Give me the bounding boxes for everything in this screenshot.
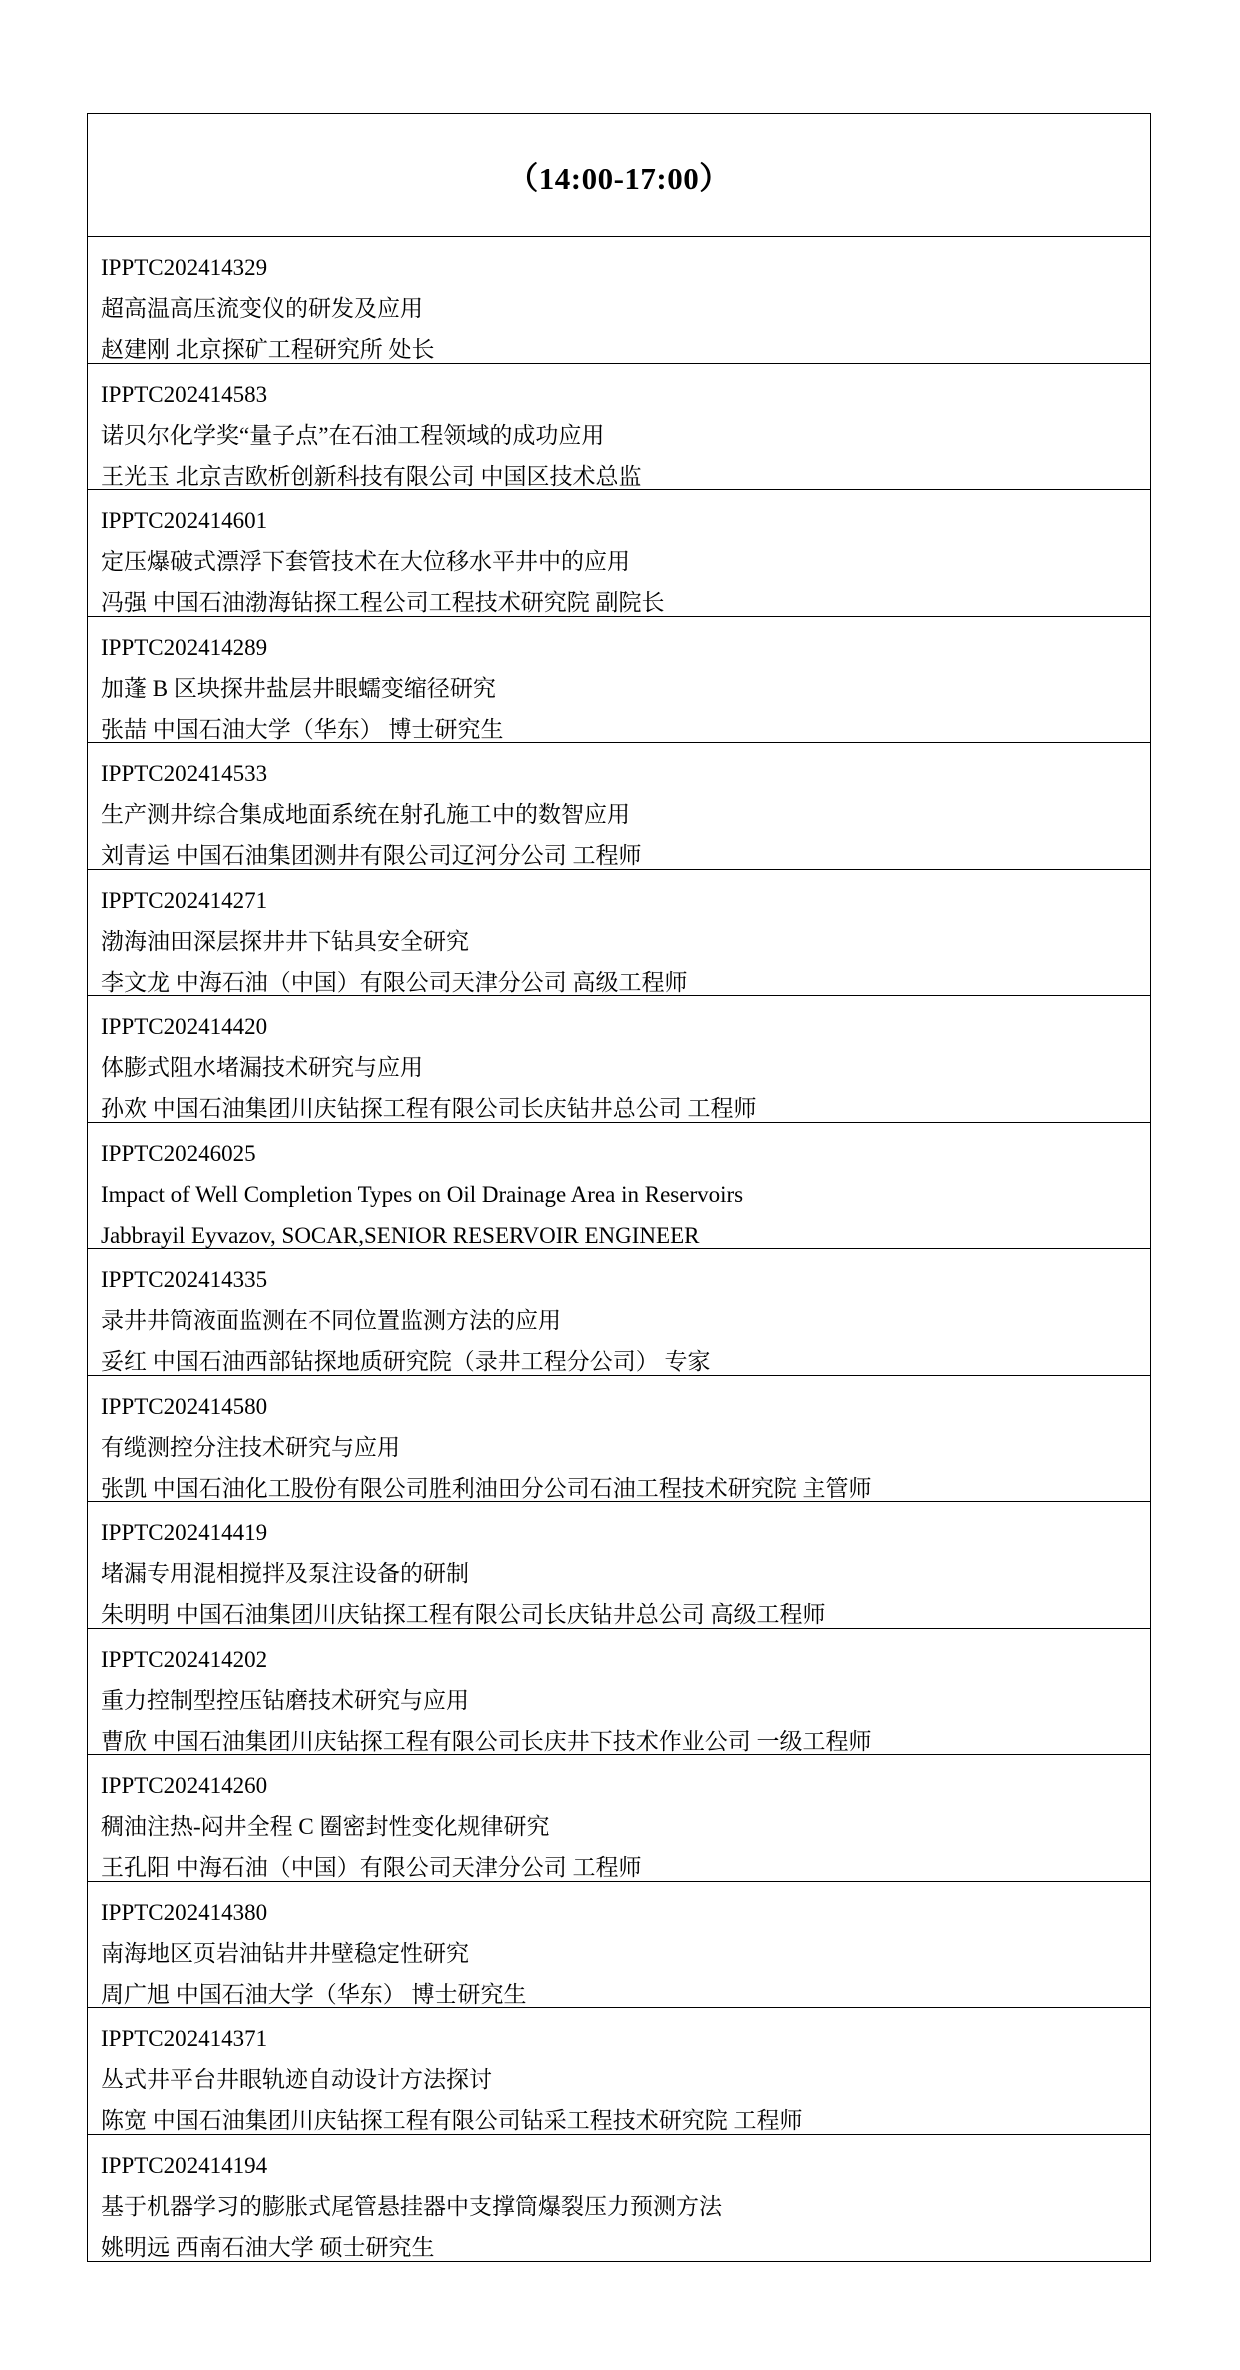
paper-author: 陈宽 中国石油集团川庆钻探工程有限公司钻采工程技术研究院 工程师	[101, 2108, 803, 2133]
paper-id: IPPTC202414380	[101, 1899, 268, 1925]
paper-id: IPPTC202414335	[101, 1267, 268, 1292]
paper-id: IPPTC202414371	[101, 2026, 268, 2051]
paper-title: 丛式井平台井眼轨迹自动设计方法探讨	[101, 2067, 492, 2092]
paper-id: IPPTC202414533	[101, 761, 268, 786]
paper-title: 加蓬 B 区块探井盐层井眼蠕变缩径研究	[101, 675, 496, 701]
paper-author: 王孔阳 中海石油（中国）有限公司天津分公司 工程师	[101, 1855, 642, 1880]
paper-title: 基于机器学习的膨胀式尾管悬挂器中支撑筒爆裂压力预测方法	[101, 2193, 722, 2219]
paper-author: Jabbrayil Eyvazov, SOCAR,SENIOR RESERVOIR ENGINEER	[101, 1222, 700, 1248]
paper-title: 录井井筒液面监测在不同位置监测方法的应用	[101, 1308, 561, 1333]
paper-id: IPPTC20246025	[101, 1140, 256, 1166]
paper-id: IPPTC202414202	[101, 1646, 268, 1672]
schedule-table	[87, 113, 1151, 2262]
paper-title: 渤海油田深层探井井下钻具安全研究	[101, 928, 469, 954]
paper-author: 妥红 中国石油西部钻探地质研究院（录井工程分公司） 专家	[101, 1349, 711, 1374]
paper-row	[88, 237, 1150, 364]
paper-row	[88, 1249, 1150, 1376]
paper-row	[88, 743, 1150, 870]
paper-row	[88, 1123, 1150, 1250]
paper-author: 孙欢 中国石油集团川庆钻探工程有限公司长庆钻井总公司 工程师	[101, 1096, 757, 1121]
paper-title: 堵漏专用混相搅拌及泵注设备的研制	[101, 1561, 469, 1586]
paper-row	[88, 364, 1150, 491]
paper-id: IPPTC202414583	[101, 381, 268, 407]
paper-list	[88, 237, 1150, 2261]
paper-row	[88, 2008, 1150, 2135]
paper-id: IPPTC202414194	[101, 2152, 268, 2178]
paper-author: 李文龙 中海石油（中国）有限公司天津分公司 高级工程师	[101, 969, 688, 995]
paper-author: 冯强 中国石油渤海钻探工程公司工程技术研究院 副院长	[101, 590, 665, 615]
paper-title: 超高温高压流变仪的研发及应用	[101, 296, 423, 321]
paper-author: 朱明明 中国石油集团川庆钻探工程有限公司长庆钻井总公司 高级工程师	[101, 1602, 826, 1627]
paper-author: 赵建刚 北京探矿工程研究所 处长	[101, 337, 435, 362]
paper-id: IPPTC202414289	[101, 634, 268, 660]
paper-id: IPPTC202414420	[101, 1014, 268, 1039]
paper-id: IPPTC202414271	[101, 887, 268, 913]
paper-row	[88, 1502, 1150, 1629]
paper-author: 王光玉 北京吉欧析创新科技有限公司 中国区技术总监	[101, 463, 642, 489]
paper-title: 生产测井综合集成地面系统在射孔施工中的数智应用	[101, 802, 630, 827]
paper-row	[88, 1629, 1150, 1756]
paper-row	[88, 2135, 1150, 2262]
paper-title: 体膨式阻水堵漏技术研究与应用	[101, 1055, 423, 1080]
paper-author: 姚明远 西南石油大学 硕士研究生	[101, 2234, 435, 2260]
paper-title: 稠油注热-闷井全程 C 圈密封性变化规律研究	[101, 1814, 550, 1839]
paper-row	[88, 870, 1150, 997]
paper-author: 周广旭 中国石油大学（华东） 博士研究生	[101, 1981, 527, 2007]
paper-title: 重力控制型控压钻磨技术研究与应用	[101, 1687, 469, 1713]
paper-id: IPPTC202414260	[101, 1773, 268, 1798]
paper-id: IPPTC202414419	[101, 1520, 268, 1545]
paper-row	[88, 617, 1150, 744]
paper-row	[88, 996, 1150, 1123]
paper-id: IPPTC202414580	[101, 1393, 268, 1419]
session-time-header: （14:00-17:00）	[88, 114, 1150, 237]
paper-author: 曹欣 中国石油集团川庆钻探工程有限公司长庆井下技术作业公司 一级工程师	[101, 1728, 872, 1754]
paper-author: 张喆 中国石油大学（华东） 博士研究生	[101, 716, 504, 742]
paper-row	[88, 1376, 1150, 1503]
paper-title: 诺贝尔化学奖“量子点”在石油工程领域的成功应用	[101, 422, 605, 448]
paper-id: IPPTC202414601	[101, 508, 268, 533]
paper-author: 刘青运 中国石油集团测井有限公司辽河分公司 工程师	[101, 843, 642, 868]
paper-author: 张凯 中国石油化工股份有限公司胜利油田分公司石油工程技术研究院 主管师	[101, 1475, 872, 1501]
paper-row	[88, 1882, 1150, 2009]
paper-title: 定压爆破式漂浮下套管技术在大位移水平井中的应用	[101, 549, 630, 574]
paper-id: IPPTC202414329	[101, 255, 268, 280]
paper-title: 有缆测控分注技术研究与应用	[101, 1434, 400, 1460]
paper-row	[88, 490, 1150, 617]
paper-title: Impact of Well Completion Types on Oil Drainage Area in Reservoirs	[101, 1181, 744, 1207]
paper-row	[88, 1755, 1150, 1882]
paper-title: 南海地区页岩油钻井井壁稳定性研究	[101, 1940, 469, 1966]
